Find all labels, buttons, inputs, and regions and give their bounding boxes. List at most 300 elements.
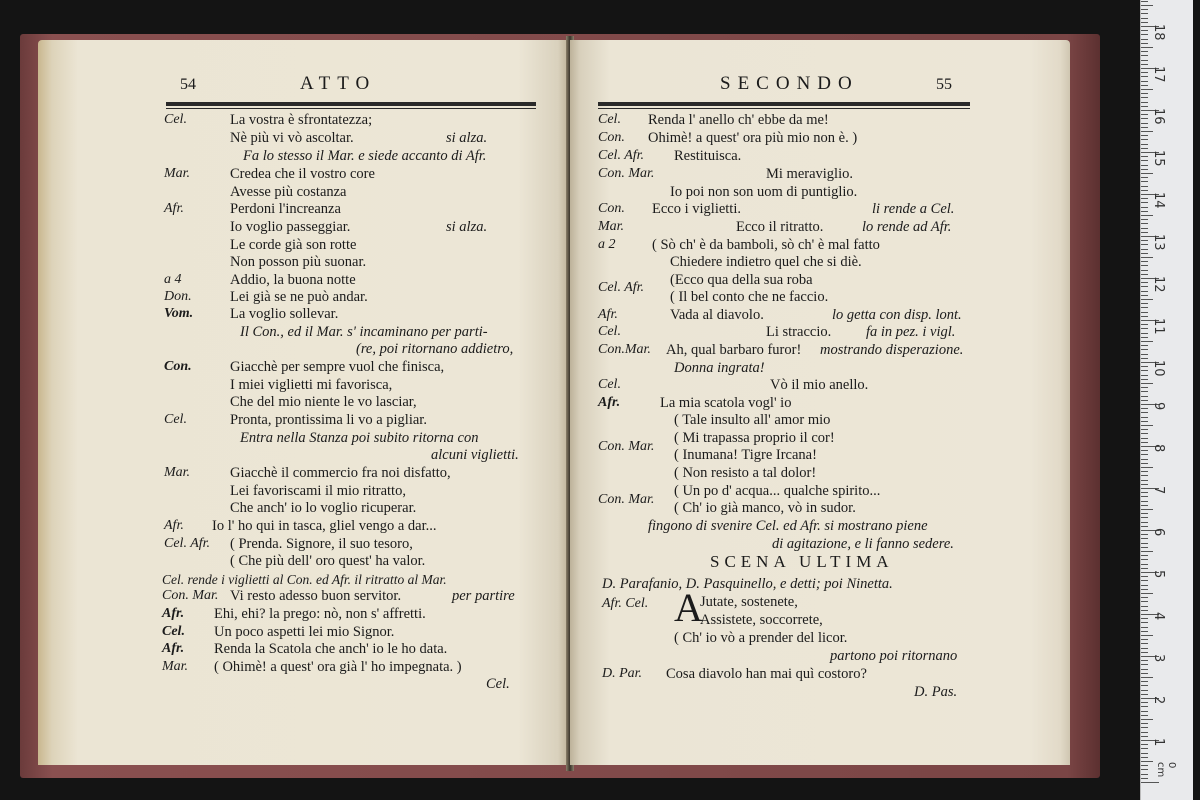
ruler-tick	[1141, 761, 1153, 762]
ruler-tick	[1141, 606, 1148, 607]
ruler-tick	[1141, 299, 1153, 300]
ruler-tick	[1141, 677, 1153, 678]
verse-line: Ohimè! a quest' ora più mio non è. )	[648, 130, 858, 146]
ruler-unit: 0 cm	[1155, 762, 1177, 778]
right-page	[570, 40, 1070, 765]
ruler-tick	[1141, 97, 1148, 98]
ruler-tick	[1141, 337, 1148, 338]
ruler-tick	[1141, 442, 1148, 443]
speaker: Cel.	[598, 324, 621, 339]
ruler-tick	[1141, 744, 1148, 745]
ruler-tick	[1141, 30, 1148, 31]
ruler-tick	[1141, 135, 1148, 136]
ruler-tick	[1141, 391, 1148, 392]
verse-line: ( Che più dell' oro quest' ha valor.	[230, 553, 426, 569]
verse-line: Ehi, ehi? la prego: nò, non s' affretti.	[214, 606, 426, 622]
ruler-tick	[1141, 522, 1148, 523]
ruler-tick	[1141, 22, 1148, 23]
ruler-tick	[1141, 400, 1148, 401]
speaker: Con.Mar.	[598, 342, 651, 357]
ruler-tick	[1141, 89, 1153, 90]
ruler-tick	[1141, 106, 1148, 107]
ruler-tick	[1141, 450, 1148, 451]
stage-note: lo rende ad Afr.	[862, 219, 952, 235]
ruler-tick	[1141, 673, 1148, 674]
verse-line: Addio, la buona notte	[230, 272, 356, 288]
ruler-tick	[1141, 782, 1159, 783]
ruler-tick	[1141, 274, 1148, 275]
ruler-tick	[1141, 538, 1148, 539]
ruler-tick	[1141, 454, 1148, 455]
scene-heading: SCENA ULTIMA	[710, 552, 894, 571]
ruler-tick	[1141, 601, 1148, 602]
ruler-tick	[1141, 139, 1148, 140]
ruler-number: 16	[1151, 108, 1166, 125]
verse-line: ( Non resisto a tal dolor!	[674, 465, 817, 481]
ruler-tick	[1141, 144, 1148, 145]
ruler-tick	[1141, 727, 1148, 728]
ruler-tick	[1141, 694, 1148, 695]
speaker: Con.	[598, 130, 625, 145]
ruler-tick	[1141, 509, 1153, 510]
ruler-number: 6	[1151, 528, 1166, 537]
ruler-tick	[1141, 459, 1148, 460]
verse-line: Restituisca.	[674, 148, 742, 164]
ruler-tick	[1141, 765, 1148, 766]
ruler-tick	[1141, 753, 1148, 754]
ruler-tick	[1141, 564, 1148, 565]
ruler-tick	[1141, 173, 1153, 174]
speaker: Cel.	[162, 624, 185, 639]
ruler-tick	[1141, 576, 1148, 577]
verse-line: I miei viglietti mi favorisca,	[230, 377, 393, 393]
verse-line: (Ecco qua della sua roba	[670, 272, 813, 288]
ruler-tick	[1141, 501, 1148, 502]
ruler-tick	[1141, 358, 1148, 359]
ruler-tick	[1141, 438, 1148, 439]
ruler-tick	[1141, 652, 1148, 653]
ruler-tick	[1141, 543, 1148, 544]
ruler-number: 12	[1151, 276, 1166, 293]
ruler-tick	[1141, 148, 1148, 149]
ruler-tick	[1141, 81, 1148, 82]
ruler-tick	[1141, 669, 1148, 670]
ruler-number: 2	[1151, 696, 1166, 705]
ruler-tick	[1141, 643, 1148, 644]
ruler-tick	[1141, 295, 1148, 296]
ruler-tick	[1141, 72, 1148, 73]
stage-direction: partono poi ritornano	[830, 648, 958, 664]
verse-line: ( Sò ch' è da bamboli, sò ch' è mal fatto	[652, 237, 880, 253]
stage-note: fa in pez. i vigl.	[866, 324, 956, 340]
drop-cap: A	[674, 585, 703, 630]
ruler-tick	[1141, 303, 1148, 304]
verse-line: Giacchè per sempre vuol che finisca,	[230, 359, 445, 375]
ruler-tick	[1141, 118, 1148, 119]
verse-line: Cosa diavolo han mai quì costoro?	[666, 666, 867, 682]
ruler-number: 18	[1151, 24, 1166, 41]
ruler-tick	[1141, 597, 1148, 598]
ruler-tick	[1141, 127, 1148, 128]
ruler-tick	[1141, 131, 1153, 132]
stage-note: si alza.	[446, 130, 488, 146]
ruler-tick	[1141, 475, 1148, 476]
ruler-tick	[1141, 190, 1148, 191]
ruler-tick	[1141, 417, 1148, 418]
ruler-tick	[1141, 261, 1148, 262]
ruler-tick	[1141, 774, 1148, 775]
ruler-tick	[1141, 467, 1153, 468]
ruler-tick	[1141, 513, 1148, 514]
ruler-tick	[1141, 702, 1148, 703]
speaker: Con. Mar.	[162, 588, 219, 603]
speaker: a 2	[598, 237, 616, 252]
ruler-tick	[1141, 778, 1148, 779]
verse-line: Che del mio niente le vo lasciar,	[230, 394, 417, 410]
ruler-number: 5	[1151, 570, 1166, 579]
ruler-tick	[1141, 345, 1148, 346]
ruler-tick	[1141, 551, 1153, 552]
ruler-tick	[1141, 228, 1148, 229]
ruler-tick	[1141, 568, 1148, 569]
left-page-header: ATTO	[300, 73, 377, 94]
ruler-tick	[1141, 471, 1148, 472]
verse-line: Io l' ho qui in tasca, gliel vengo a dar...	[212, 518, 437, 534]
left-page	[38, 40, 568, 765]
ruler-tick	[1141, 547, 1148, 548]
verse-line: Chiedere indietro quel che si diè.	[670, 254, 862, 270]
ruler-tick	[1141, 635, 1153, 636]
ruler-tick	[1141, 177, 1148, 178]
stage-note: per partire	[452, 588, 515, 604]
ruler-tick	[1141, 349, 1148, 350]
ruler-tick	[1141, 610, 1148, 611]
ruler-tick	[1141, 719, 1153, 720]
ruler-tick	[1141, 736, 1148, 737]
ruler-number: 1	[1151, 738, 1166, 747]
ruler-tick	[1141, 341, 1153, 342]
ruler-number: 10	[1151, 360, 1166, 377]
speaker: Cel. Afr.	[598, 280, 645, 295]
speaker: Vom.	[164, 306, 194, 321]
catchword: Cel.	[486, 676, 510, 692]
stage-direction: Il Con., ed il Mar. s' incaminano per parti-	[240, 324, 488, 340]
ruler-tick	[1141, 156, 1148, 157]
ruler-tick	[1141, 732, 1148, 733]
ruler-tick	[1141, 219, 1148, 220]
stage-direction: (re, poi ritornano addietro,	[356, 341, 514, 357]
stage-note: si alza.	[446, 219, 488, 235]
ruler-tick	[1141, 328, 1148, 329]
ruler-tick	[1141, 706, 1148, 707]
verse-line: Un poco aspetti lei mio Signor.	[214, 624, 395, 640]
speaker: Cel. Afr.	[164, 536, 211, 551]
ruler-number: 17	[1151, 66, 1166, 83]
ruler-tick	[1141, 249, 1148, 250]
catchword: D. Pas.	[914, 684, 958, 700]
verse-line: Pronta, prontissima li vo a pigliar.	[230, 412, 427, 428]
verse-line: Renda l' anello ch' ebbe da me!	[648, 112, 829, 128]
speaker: Afr. Cel.	[602, 596, 649, 611]
ruler-tick	[1141, 622, 1148, 623]
ruler-tick	[1141, 34, 1148, 35]
ruler-tick	[1141, 291, 1148, 292]
verse-line: Ecco i viglietti.	[652, 201, 741, 217]
ruler-tick	[1141, 589, 1148, 590]
verse-line: Avesse più costanza	[230, 184, 347, 200]
speaker: Afr.	[162, 606, 185, 621]
verse-line: ( Ohimè! a quest' ora già l' ho impegnata. )	[214, 659, 462, 675]
verse-line: La vostra è sfrontatezza;	[230, 112, 373, 128]
ruler-tick	[1141, 43, 1148, 44]
speaker: Con. Mar.	[598, 439, 655, 454]
ruler-tick	[1141, 51, 1148, 52]
stage-direction: Fa lo stesso il Mar. e siede accanto di Afr.	[243, 148, 487, 164]
verse-line: Lei già se ne può andar.	[230, 289, 368, 305]
ruler-tick	[1141, 769, 1148, 770]
ruler-tick	[1141, 286, 1148, 287]
ruler-tick	[1141, 685, 1148, 686]
ruler-tick	[1141, 316, 1148, 317]
ruler-tick	[1141, 232, 1148, 233]
ruler-tick	[1141, 244, 1148, 245]
stage-direction: alcuni viglietti.	[431, 447, 519, 463]
ruler-tick	[1141, 13, 1148, 14]
ruler-tick	[1141, 169, 1148, 170]
verse-line: Jutate, sostenete,	[700, 594, 798, 610]
verse-line: Ecco il ritratto.	[736, 219, 824, 235]
verse-line: Ah, qual barbaro furor!	[666, 342, 802, 358]
ruler-tick	[1141, 64, 1148, 65]
verse-line: ( Ch' io vò a prender del licor.	[674, 630, 848, 646]
ruler-tick	[1141, 324, 1148, 325]
verse-line: Le corde già son rotte	[230, 237, 357, 253]
character-list: D. Parafanio, D. Pasquinello, e detti; poi Ninetta.	[602, 576, 893, 592]
verse-line: Nè più vi vò ascoltar.	[230, 130, 354, 146]
stage-note: li rende a Cel.	[872, 201, 955, 217]
verse-line: ( Un po d' acqua... qualche spirito...	[674, 483, 881, 499]
ruler-tick	[1141, 114, 1148, 115]
ruler-tick	[1141, 580, 1148, 581]
speaker: a 4	[164, 272, 182, 287]
verse-line: Giacchè il commercio fra noi disfatto,	[230, 465, 451, 481]
ruler-tick	[1141, 627, 1148, 628]
verse-line: Perdoni l'increanza	[230, 201, 341, 217]
ruler-number: 8	[1151, 444, 1166, 453]
verse-line: ( Inumana! Tigre Ircana!	[674, 447, 817, 463]
ruler-tick	[1141, 198, 1148, 199]
speaker: Don.	[164, 289, 192, 304]
speaker: Mar.	[164, 465, 191, 480]
verse-line: ( Ch' io già manco, vò in sudor.	[674, 500, 856, 516]
ruler-tick	[1141, 496, 1148, 497]
ruler-number: 4	[1151, 612, 1166, 621]
speaker: Mar.	[162, 659, 189, 674]
ruler-tick	[1141, 270, 1148, 271]
right-header-rule	[598, 102, 970, 109]
ruler-tick	[1141, 282, 1148, 283]
speaker: Con. Mar.	[598, 166, 655, 181]
ruler-tick	[1141, 639, 1148, 640]
ruler-tick	[1141, 240, 1148, 241]
left-header-rule	[166, 102, 536, 109]
stage-direction: di agitazione, e li fanno sedere.	[772, 536, 954, 552]
ruler-tick	[1141, 408, 1148, 409]
ruler-tick	[1141, 257, 1153, 258]
ruler-tick	[1141, 160, 1148, 161]
ruler-tick	[1141, 383, 1153, 384]
right-page-number: 55	[936, 76, 952, 93]
ruler-tick	[1141, 631, 1148, 632]
ruler-tick	[1141, 715, 1148, 716]
ruler-tick	[1141, 555, 1148, 556]
ruler-number: 3	[1151, 654, 1166, 663]
speaker: Cel. Afr.	[598, 148, 645, 163]
ruler-tick	[1141, 211, 1148, 212]
verse-line: Li straccio.	[766, 324, 832, 340]
ruler-tick	[1141, 76, 1148, 77]
ruler-tick	[1141, 748, 1148, 749]
stage-note: mostrando disperazione.	[820, 342, 964, 358]
ruler-tick	[1141, 660, 1148, 661]
ruler-tick	[1141, 93, 1148, 94]
ruler-tick	[1141, 425, 1153, 426]
ruler-number: 14	[1151, 192, 1166, 209]
ruler-tick	[1141, 505, 1148, 506]
ruler-tick	[1141, 253, 1148, 254]
verse-line: Vò il mio anello.	[770, 377, 869, 393]
ruler-tick	[1141, 1, 1148, 2]
ruler-tick	[1141, 354, 1148, 355]
stage-direction: fingono di svenire Cel. ed Afr. si mostrano piene	[648, 518, 928, 534]
speaker: Cel.	[164, 412, 187, 427]
ruler-tick	[1141, 102, 1148, 103]
speaker: Afr.	[162, 641, 185, 656]
ruler-tick	[1141, 593, 1153, 594]
ruler-tick	[1141, 463, 1148, 464]
verse-line: Credea che il vostro core	[230, 166, 375, 182]
ruler-number: 11	[1151, 318, 1166, 335]
stage-direction: Cel. rende i viglietti al Con. ed Afr. il ritratto al Mar.	[162, 572, 447, 587]
ruler-tick	[1141, 492, 1148, 493]
speaker: Con.	[598, 201, 625, 216]
verse-line: Vada al diavolo.	[670, 307, 764, 323]
ruler-tick	[1141, 9, 1148, 10]
speaker: Mar.	[598, 219, 625, 234]
speaker: Cel.	[598, 112, 621, 127]
verse-line: Io poi non son uom di puntiglio.	[670, 184, 858, 200]
verse-line: Vi resto adesso buon servitor.	[230, 588, 402, 604]
ruler-tick	[1141, 123, 1148, 124]
ruler-tick	[1141, 60, 1148, 61]
ruler-tick	[1141, 618, 1148, 619]
verse-line: Non posson più suonar.	[230, 254, 367, 270]
ruler-tick	[1141, 366, 1148, 367]
ruler-tick	[1141, 534, 1148, 535]
verse-line: Io voglio passeggiar.	[230, 219, 351, 235]
speaker: Cel.	[598, 377, 621, 392]
ruler-tick	[1141, 312, 1148, 313]
verse-line: ( Prenda. Signore, il suo tesoro,	[230, 536, 413, 552]
ruler-tick	[1141, 723, 1148, 724]
left-page-number: 54	[180, 76, 196, 93]
speaker: Con.	[164, 359, 192, 374]
ruler-tick	[1141, 223, 1148, 224]
ruler-tick	[1141, 517, 1148, 518]
ruler-tick	[1141, 387, 1148, 388]
verse-line: Lei favoriscami il mio ritratto,	[230, 483, 406, 499]
ruler-tick	[1141, 585, 1148, 586]
ruler-tick	[1141, 375, 1148, 376]
verse-line: ( Mi trapassa proprio il cor!	[674, 430, 835, 446]
ruler-tick	[1141, 559, 1148, 560]
speaker: D. Par.	[602, 666, 643, 681]
ruler-tick	[1141, 18, 1148, 19]
speaker: Cel.	[164, 112, 187, 127]
speaker: Mar.	[164, 166, 191, 181]
verse-line: Renda la Scatola che anch' io le ho data.	[214, 641, 448, 657]
verse-line: ( Il bel conto che ne faccio.	[670, 289, 829, 305]
verse-line: La voglio sollevar.	[230, 306, 339, 322]
ruler-tick	[1141, 207, 1148, 208]
ruler-tick	[1141, 421, 1148, 422]
ruler-tick	[1141, 55, 1148, 56]
speaker: Afr.	[164, 518, 184, 533]
ruler-tick	[1141, 681, 1148, 682]
ruler-tick	[1141, 690, 1148, 691]
ruler-tick	[1141, 370, 1148, 371]
ruler-tick	[1141, 526, 1148, 527]
verse-line: Che anch' io lo voglio ricuperar.	[230, 500, 417, 516]
verse-line: ( Tale insulto all' amor mio	[674, 412, 831, 428]
ruler-tick	[1141, 664, 1148, 665]
stage-note: lo getta con disp. lont.	[832, 307, 962, 323]
ruler-tick	[1141, 379, 1148, 380]
measurement-ruler	[1140, 0, 1193, 800]
ruler-tick	[1141, 429, 1148, 430]
ruler-tick	[1141, 648, 1148, 649]
ruler-tick	[1141, 215, 1153, 216]
ruler-number: 15	[1151, 150, 1166, 167]
ruler-tick	[1141, 47, 1153, 48]
ruler-number: 9	[1151, 402, 1166, 411]
verse-line: Donna ingrata!	[674, 360, 765, 376]
ruler-tick	[1141, 757, 1148, 758]
verse-line: Mi meraviglio.	[766, 166, 853, 182]
ruler-tick	[1141, 396, 1148, 397]
speaker: Con. Mar.	[598, 492, 655, 507]
speaker: Afr.	[598, 307, 618, 322]
ruler-tick	[1141, 5, 1153, 6]
ruler-tick	[1141, 202, 1148, 203]
ruler-tick	[1141, 480, 1148, 481]
ruler-tick	[1141, 39, 1148, 40]
right-page-header: SECONDO	[720, 73, 859, 94]
ruler-tick	[1141, 265, 1148, 266]
ruler-tick	[1141, 433, 1148, 434]
speaker: Afr.	[598, 395, 621, 410]
ruler-tick	[1141, 307, 1148, 308]
ruler-tick	[1141, 186, 1148, 187]
speaker: Afr.	[164, 201, 184, 216]
verse-line: Assistete, soccorrete,	[700, 612, 823, 628]
stage-direction: Entra nella Stanza poi subito ritorna con	[240, 430, 479, 446]
ruler-tick	[1141, 181, 1148, 182]
ruler-tick	[1141, 711, 1148, 712]
verse-line: La mia scatola vogl' io	[660, 395, 792, 411]
ruler-number: 7	[1151, 486, 1166, 495]
ruler-tick	[1141, 412, 1148, 413]
